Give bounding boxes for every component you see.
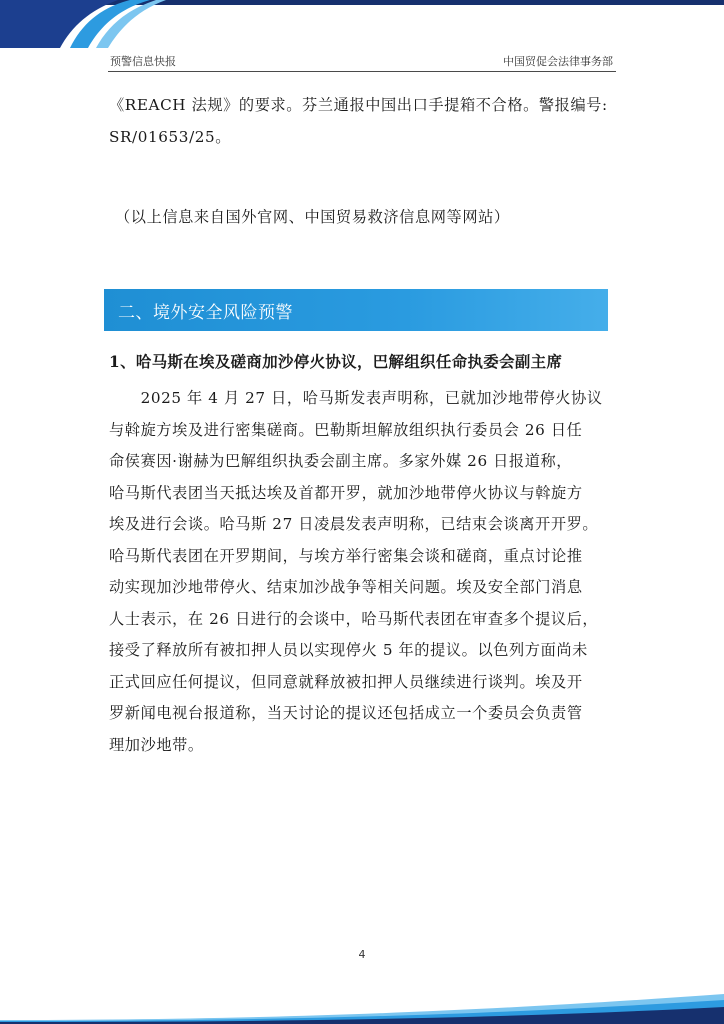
source-note: （以上信息来自国外官网、中国贸易救济信息网等网站）	[115, 208, 510, 226]
item-body	[109, 383, 615, 761]
body-line: 人士表示，在 26 日进行的会谈中，哈马斯代表团在审查多个提议后，	[109, 609, 599, 628]
page-number: 4	[358, 948, 366, 961]
header-divider	[108, 71, 616, 72]
body-line: 动实现加沙地带停火、结束加沙战争等相关问题。埃及安全部门消息	[109, 578, 583, 596]
body-line: 命侯赛因·谢赫为巴解组织执委会副主席。多家外媒 26 日报道称，	[109, 452, 573, 470]
body-line: 罗新闻电视台报道称，当天讨论的提议还包括成立一个委员会负责管	[109, 704, 583, 722]
body-line: 哈马斯代表团在开罗期间，与埃方举行密集会谈和磋商，重点讨论推	[109, 546, 583, 565]
body-line: 理加沙地带。	[109, 735, 204, 754]
body-line: 与斡旋方埃及进行密集磋商。巴勒斯坦解放组织执行委员会 26 日任	[109, 420, 583, 439]
continuation-paragraph	[109, 90, 615, 153]
item-title: 1、哈马斯在埃及磋商加沙停火协议，巴解组织任命执委会副主席	[109, 353, 563, 371]
body-line: 埃及进行会谈。哈马斯 27 日凌晨发表声明称，已结束会谈离开开罗。	[109, 515, 599, 533]
section-banner	[104, 289, 608, 331]
body-line: 接受了释放所有被扣押人员以实现停火 5 年的提议。以色列方面尚未	[109, 641, 588, 659]
header-right-title: 中国贸促会法律事务部	[503, 55, 613, 68]
body-line: 哈马斯代表团当天抵达埃及首都开罗，就加沙地带停火协议与斡旋方	[109, 483, 583, 502]
continuation-line: 《REACH 法规》的要求。芬兰通报中国出口手提箱不合格。警报编号:	[109, 96, 608, 114]
header-left-title: 预警信息快报	[110, 55, 176, 68]
body-line: 正式回应任何提议，但同意就释放被扣押人员继续进行谈判。埃及开	[109, 672, 583, 691]
body-line: 2025 年 4 月 27 日，哈马斯发表声明称，已就加沙地带停火协议	[109, 389, 603, 407]
footer-decoration	[0, 990, 724, 1024]
header-decoration	[0, 0, 724, 48]
section-title: 二、境外安全风险预警	[118, 303, 293, 323]
continuation-line: SR/01653/25。	[109, 127, 232, 146]
